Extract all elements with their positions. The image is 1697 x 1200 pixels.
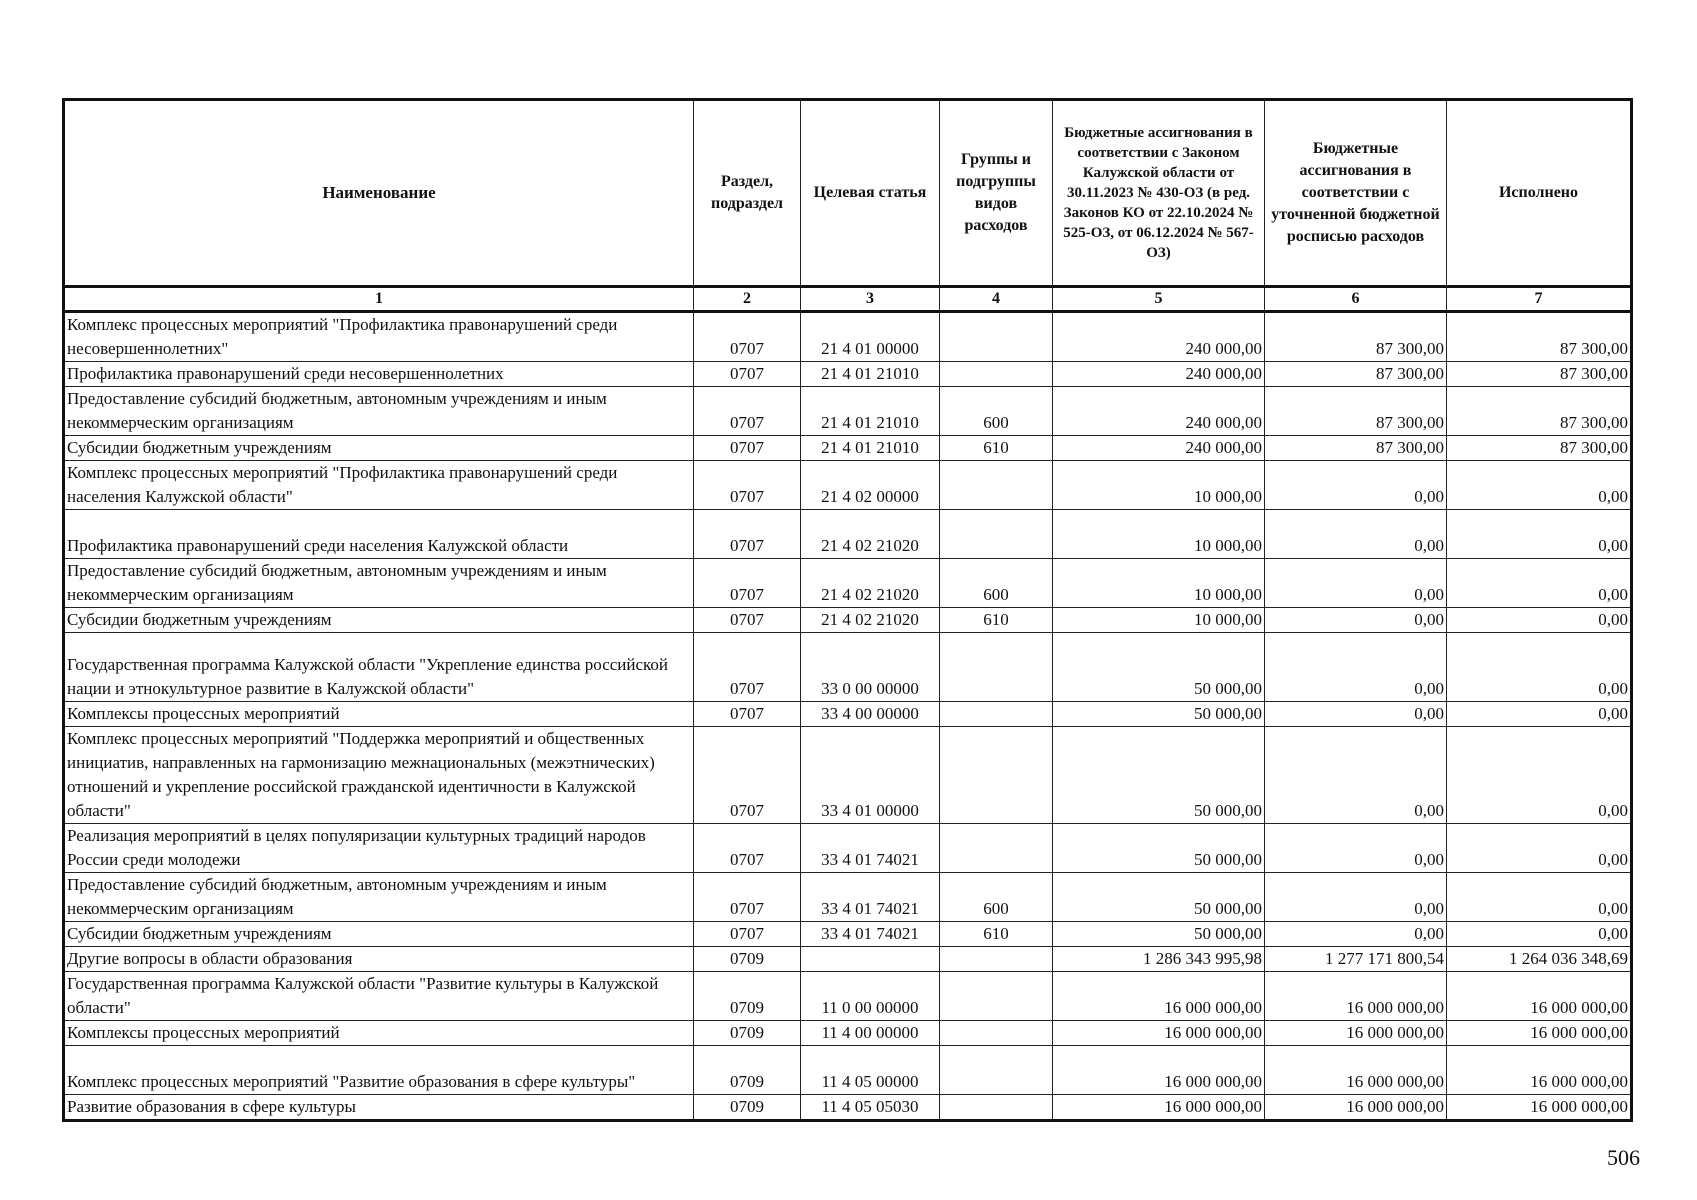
cell-name: Государственная программа Калужской области "Развитие культуры в Калужской области": [64, 972, 694, 1021]
cell-section: 0709: [694, 947, 801, 972]
cell-article: 21 4 01 21010: [801, 362, 940, 387]
table-row: [64, 510, 1632, 559]
cell-refined: 0,00: [1265, 559, 1447, 608]
cell-article: 11 0 00 00000: [801, 972, 940, 1021]
cell-executed: 87 300,00: [1447, 362, 1632, 387]
cell-refined: 0,00: [1265, 510, 1447, 559]
cell-section: 0707: [694, 873, 801, 922]
cell-refined: 16 000 000,00: [1265, 1095, 1447, 1121]
table-row: [64, 1021, 1632, 1046]
cell-executed: 0,00: [1447, 633, 1632, 702]
table-row: [64, 312, 1632, 362]
cell-refined: 87 300,00: [1265, 362, 1447, 387]
header-section: Раздел, подраздел: [694, 100, 801, 287]
cell-executed: 0,00: [1447, 510, 1632, 559]
cell-group: [940, 1021, 1053, 1046]
cell-executed: 0,00: [1447, 461, 1632, 510]
cell-approved: 50 000,00: [1053, 873, 1265, 922]
cell-refined: 0,00: [1265, 702, 1447, 727]
column-number: 2: [694, 287, 801, 312]
cell-approved: 10 000,00: [1053, 461, 1265, 510]
cell-name: Субсидии бюджетным учреждениям: [64, 922, 694, 947]
column-number: 7: [1447, 287, 1632, 312]
column-number: 4: [940, 287, 1053, 312]
header-row: [64, 100, 1632, 287]
cell-executed: 0,00: [1447, 824, 1632, 873]
cell-section: 0707: [694, 559, 801, 608]
cell-executed: 16 000 000,00: [1447, 1021, 1632, 1046]
cell-approved: 16 000 000,00: [1053, 1046, 1265, 1095]
cell-section: 0707: [694, 387, 801, 436]
table-row: [64, 727, 1632, 824]
cell-approved: 240 000,00: [1053, 436, 1265, 461]
cell-approved: 10 000,00: [1053, 559, 1265, 608]
table-row: [64, 972, 1632, 1021]
cell-group: [940, 1046, 1053, 1095]
column-number: 5: [1053, 287, 1265, 312]
cell-article: 21 4 01 21010: [801, 436, 940, 461]
cell-group: [940, 461, 1053, 510]
cell-group: [940, 972, 1053, 1021]
cell-executed: 0,00: [1447, 727, 1632, 824]
cell-approved: 16 000 000,00: [1053, 1021, 1265, 1046]
budget-table: [62, 98, 1633, 1122]
table-row: [64, 608, 1632, 633]
cell-group: 610: [940, 436, 1053, 461]
column-number: 1: [64, 287, 694, 312]
cell-article: 33 4 00 00000: [801, 702, 940, 727]
cell-section: 0707: [694, 727, 801, 824]
cell-approved: 16 000 000,00: [1053, 1095, 1265, 1121]
table-row: [64, 387, 1632, 436]
cell-group: 600: [940, 873, 1053, 922]
column-number: 3: [801, 287, 940, 312]
cell-article: 33 4 01 00000: [801, 727, 940, 824]
cell-name: Комплекс процессных мероприятий "Профилактика правонарушений среди несовершеннолетних": [64, 312, 694, 362]
cell-section: 0707: [694, 510, 801, 559]
cell-executed: 16 000 000,00: [1447, 1095, 1632, 1121]
header-executed: Исполнено: [1447, 100, 1632, 287]
cell-group: [940, 633, 1053, 702]
cell-refined: 0,00: [1265, 922, 1447, 947]
header-refined: Бюджетные ассигнования в соответствии с уточненной бюджетной росписью расходов: [1265, 100, 1447, 287]
header-article: Целевая статья: [801, 100, 940, 287]
header-group: Группы и подгруппы видов расходов: [940, 100, 1053, 287]
table-row: [64, 1046, 1632, 1095]
cell-executed: 87 300,00: [1447, 436, 1632, 461]
cell-approved: 16 000 000,00: [1053, 972, 1265, 1021]
cell-refined: 16 000 000,00: [1265, 1046, 1447, 1095]
page-number: 506: [1607, 1145, 1640, 1170]
cell-group: [940, 362, 1053, 387]
cell-executed: 0,00: [1447, 873, 1632, 922]
cell-name: Комплексы процессных мероприятий: [64, 702, 694, 727]
cell-group: [940, 702, 1053, 727]
cell-article: 21 4 02 00000: [801, 461, 940, 510]
cell-executed: 16 000 000,00: [1447, 1046, 1632, 1095]
cell-group: 600: [940, 559, 1053, 608]
cell-name: Комплекс процессных мероприятий "Развитие образования в сфере культуры": [64, 1046, 694, 1095]
cell-refined: 16 000 000,00: [1265, 972, 1447, 1021]
cell-section: 0707: [694, 312, 801, 362]
cell-executed: 87 300,00: [1447, 312, 1632, 362]
cell-section: 0707: [694, 461, 801, 510]
cell-executed: 0,00: [1447, 702, 1632, 727]
cell-approved: 240 000,00: [1053, 362, 1265, 387]
table-row: [64, 922, 1632, 947]
cell-name: Предоставление субсидий бюджетным, автономным учреждениям и иным некоммерческим организациям: [64, 559, 694, 608]
cell-section: 0707: [694, 362, 801, 387]
cell-name: Комплексы процессных мероприятий: [64, 1021, 694, 1046]
cell-executed: 87 300,00: [1447, 387, 1632, 436]
cell-article: 11 4 00 00000: [801, 1021, 940, 1046]
table-row: [64, 436, 1632, 461]
cell-refined: 0,00: [1265, 727, 1447, 824]
cell-group: [940, 947, 1053, 972]
cell-name: Государственная программа Калужской области "Укрепление единства российской нации и этнокультурное развитие в Калужской области": [64, 633, 694, 702]
cell-refined: 0,00: [1265, 873, 1447, 922]
cell-article: 33 4 01 74021: [801, 873, 940, 922]
cell-name: Другие вопросы в области образования: [64, 947, 694, 972]
cell-approved: 10 000,00: [1053, 608, 1265, 633]
cell-article: 21 4 01 21010: [801, 387, 940, 436]
cell-section: 0707: [694, 436, 801, 461]
cell-section: 0707: [694, 922, 801, 947]
cell-group: 610: [940, 608, 1053, 633]
cell-executed: 1 264 036 348,69: [1447, 947, 1632, 972]
cell-approved: 50 000,00: [1053, 633, 1265, 702]
cell-approved: 50 000,00: [1053, 727, 1265, 824]
table-row: [64, 824, 1632, 873]
table-row: [64, 461, 1632, 510]
cell-article: 21 4 02 21020: [801, 608, 940, 633]
cell-group: [940, 824, 1053, 873]
cell-article: 33 4 01 74021: [801, 824, 940, 873]
cell-name: Развитие образования в сфере культуры: [64, 1095, 694, 1121]
cell-section: 0707: [694, 633, 801, 702]
cell-executed: 0,00: [1447, 922, 1632, 947]
cell-executed: 0,00: [1447, 559, 1632, 608]
cell-section: 0707: [694, 702, 801, 727]
cell-refined: 0,00: [1265, 633, 1447, 702]
cell-name: Предоставление субсидий бюджетным, автономным учреждениям и иным некоммерческим организациям: [64, 873, 694, 922]
cell-approved: 50 000,00: [1053, 702, 1265, 727]
cell-article: 21 4 02 21020: [801, 510, 940, 559]
cell-name: Комплекс процессных мероприятий "Поддержка мероприятий и общественных инициатив, направленных на гармонизацию межнациональных (межэтнических) отношений и укрепление российской гражданской идентичности в Калужской области": [64, 727, 694, 824]
cell-executed: 16 000 000,00: [1447, 972, 1632, 1021]
table-row: [64, 362, 1632, 387]
header-approved: Бюджетные ассигнования в соответствии с Законом Калужской области от 30.11.2023 № 430-ОЗ (в ред. Законов КО от 22.10.2024 № 525-ОЗ, от 06.12.2024 № 567-ОЗ): [1053, 100, 1265, 287]
cell-refined: 87 300,00: [1265, 312, 1447, 362]
cell-article: 33 0 00 00000: [801, 633, 940, 702]
cell-approved: 240 000,00: [1053, 387, 1265, 436]
cell-refined: 16 000 000,00: [1265, 1021, 1447, 1046]
cell-group: [940, 312, 1053, 362]
cell-group: [940, 1095, 1053, 1121]
cell-name: Субсидии бюджетным учреждениям: [64, 608, 694, 633]
cell-refined: 1 277 171 800,54: [1265, 947, 1447, 972]
cell-name: Профилактика правонарушений среди населения Калужской области: [64, 510, 694, 559]
cell-executed: 0,00: [1447, 608, 1632, 633]
header-name: Наименование: [64, 100, 694, 287]
cell-group: [940, 510, 1053, 559]
cell-section: 0709: [694, 1046, 801, 1095]
table-row: [64, 873, 1632, 922]
cell-approved: 10 000,00: [1053, 510, 1265, 559]
cell-section: 0707: [694, 824, 801, 873]
table-row: [64, 947, 1632, 972]
cell-article: [801, 947, 940, 972]
cell-approved: 50 000,00: [1053, 824, 1265, 873]
cell-group: [940, 727, 1053, 824]
cell-name: Комплекс процессных мероприятий "Профилактика правонарушений среди населения Калужской области": [64, 461, 694, 510]
cell-approved: 50 000,00: [1053, 922, 1265, 947]
table-row: [64, 633, 1632, 702]
cell-refined: 0,00: [1265, 608, 1447, 633]
cell-section: 0709: [694, 1021, 801, 1046]
cell-article: 11 4 05 00000: [801, 1046, 940, 1095]
cell-section: 0707: [694, 608, 801, 633]
cell-name: Профилактика правонарушений среди несовершеннолетних: [64, 362, 694, 387]
cell-name: Реализация мероприятий в целях популяризации культурных традиций народов России среди молодежи: [64, 824, 694, 873]
table-row: [64, 1095, 1632, 1121]
cell-article: 33 4 01 74021: [801, 922, 940, 947]
cell-refined: 0,00: [1265, 461, 1447, 510]
column-number: 6: [1265, 287, 1447, 312]
cell-refined: 0,00: [1265, 824, 1447, 873]
table-body: [64, 312, 1632, 1121]
cell-group: 610: [940, 922, 1053, 947]
cell-section: 0709: [694, 972, 801, 1021]
cell-group: 600: [940, 387, 1053, 436]
cell-refined: 87 300,00: [1265, 436, 1447, 461]
cell-approved: 240 000,00: [1053, 312, 1265, 362]
table-row: [64, 559, 1632, 608]
cell-article: 21 4 01 00000: [801, 312, 940, 362]
column-number-row: [64, 287, 1632, 312]
cell-section: 0709: [694, 1095, 801, 1121]
table-row: [64, 702, 1632, 727]
cell-name: Предоставление субсидий бюджетным, автономным учреждениям и иным некоммерческим организациям: [64, 387, 694, 436]
cell-refined: 87 300,00: [1265, 387, 1447, 436]
cell-article: 11 4 05 05030: [801, 1095, 940, 1121]
cell-name: Субсидии бюджетным учреждениям: [64, 436, 694, 461]
cell-approved: 1 286 343 995,98: [1053, 947, 1265, 972]
cell-article: 21 4 02 21020: [801, 559, 940, 608]
